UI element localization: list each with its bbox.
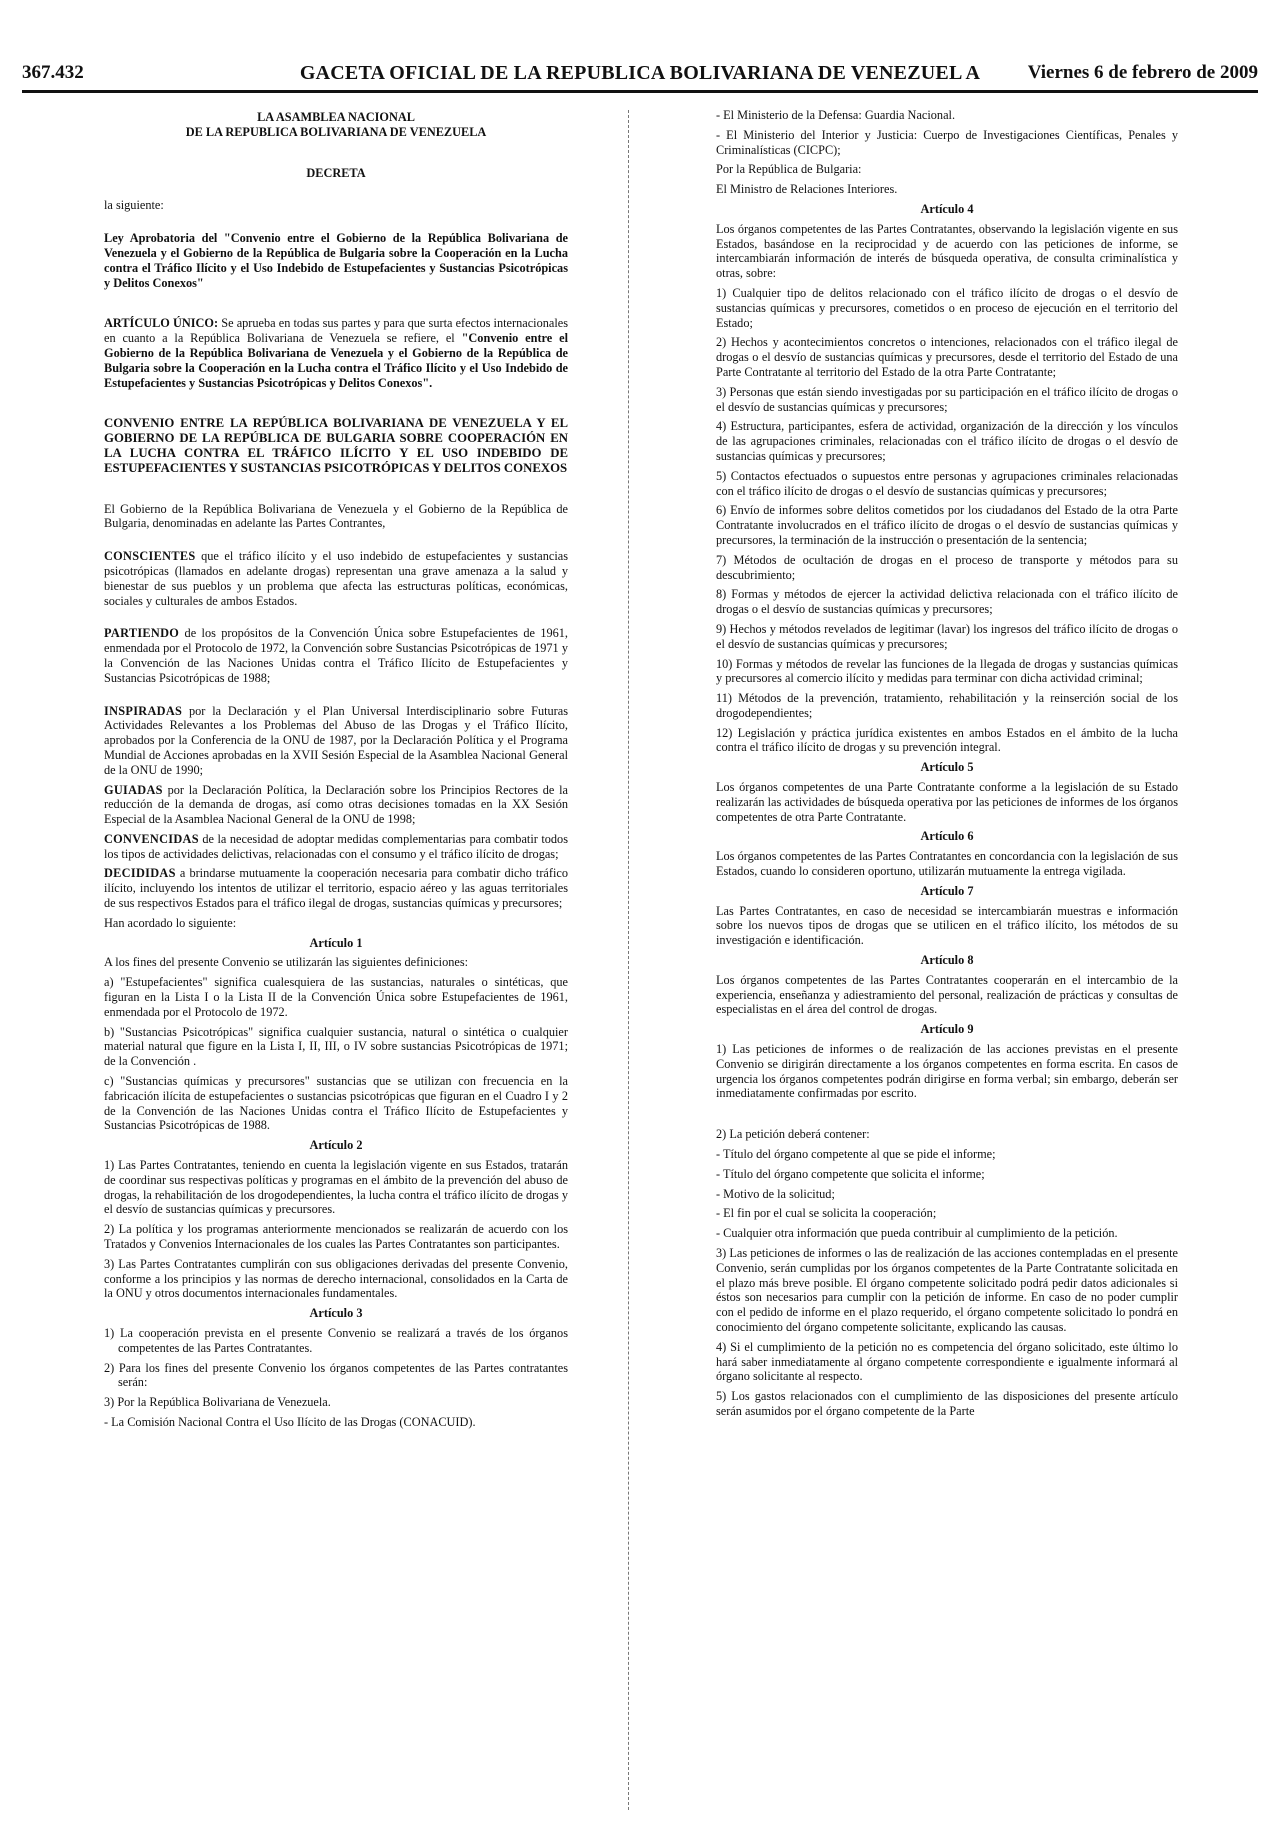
article-4-item-8: 8) Formas y métodos de ejercer la actividad delictiva relacionada con el tráfico ilícito de drogas o el desvío de sustancias químicas y precursores; <box>716 587 1178 617</box>
article-3-heading: Artículo 3 <box>309 1306 363 1321</box>
article-2-item-2: 2) La política y los programas anteriormente mencionados se realizarán de acuerdo con los Tratados y Convenios Internacionales de los cuales las Partes Contratantes son participantes. <box>104 1222 568 1252</box>
article-5-text: Los órganos competentes de una Parte Contratante conforme a la legislación de su Estado realizarán las actividades de búsqueda operativa por las peticiones de informes de los órganos competentes de otra Parte Contratante. <box>716 780 1178 824</box>
article-1-c: c) "Sustancias químicas y precursores" sustancias que se utilizan con frecuencia en la fabricación ilícita de estupefacientes o sustancias psicotrópicas que figuran en el Cuadro I y 2 de la Convención de las Naciones Unidas contra el Tráfico Ilícito de Estupefacientes y Sustancias Psicotrópicas de 1988. <box>104 1074 568 1133</box>
convencidas-paragraph <box>104 832 568 862</box>
article-9-item-2d: - El fin por el cual se solicita la cooperación; <box>716 1206 937 1221</box>
article-4-item-9: 9) Hechos y métodos revelados de legitimar (lavar) los ingresos del tráfico ilícito de drogas o el desvío de sustancias químicas y precursores; <box>716 621 1178 651</box>
article-3-item-3: 3) Por la República Bolivariana de Venezuela. <box>104 1395 331 1410</box>
article-9-item-4: 4) Si el cumplimiento de la petición no es competencia del órgano solicitado, este último lo hará saber inmediatamente al órgano competente correspondiente e igualmente informará al órgano solicitante al respecto. <box>716 1339 1178 1384</box>
convencidas-text: de la necesidad de adoptar medidas complementarias para combatir todos los tipos de actividades delictivas, relacionadas con el consumo y el tráfico ilícito de drogas; <box>104 831 568 861</box>
column-divider <box>628 110 629 1810</box>
article-9-item-5: 5) Los gastos relacionados con el cumplimiento de las disposiciones del presente artículo serán asumidos por el órgano competente de la Parte <box>716 1389 1178 1418</box>
partiendo-paragraph <box>104 626 568 685</box>
partiendo-lead: PARTIENDO <box>104 626 180 641</box>
article-1-intro: A los fines del presente Convenio se utilizarán las siguientes definiciones: <box>104 955 469 970</box>
guiadas-text: por la Declaración Política, la Declaración sobre los Principios Rectores de la reducción de la demanda de drogas, así como otras decisiones tomadas en la XX Sesión Especial de la Asamblea Nacional General de la ONU de 1998; <box>104 782 568 827</box>
article-1-a: a) "Estupefacientes" significa cualesquiera de las sustancias, naturales o sintéticas, que figuran en la Lista I o la Lista II de la Convención Única sobre Estupefacientes de 1961, enmendada por el Protocolo de 1972. <box>104 975 568 1019</box>
conscientes-lead: CONSCIENTES <box>104 549 196 564</box>
conscientes-text: que el tráfico ilícito y el uso indebido de estupefacientes y sustancias psicotrópicas (llamados en adelante drogas) representan una grave amenaza a la salud y bienestar de sus pueblos y un problema que afecta las estructuras políticas, económicas, sociales y culturales de ambos Estados. <box>104 549 568 608</box>
articulo-unico-bold: "Convenio entre el Gobierno de la República Bolivariana de Venezuela y el Gobierno de la República de Bulgaria sobre la Cooperación en la Lucha contra el Tráfico Ilícito y el Uso Indebido de Estupefacientes y Sustancias Psicotrópicas y Delitos Conexos". <box>104 331 568 390</box>
article-1-heading: Artículo 1 <box>309 935 363 950</box>
right-column <box>716 110 1178 1424</box>
bulgaria-label: Por la República de Bulgaria: <box>716 162 862 177</box>
article-4-item-11: 11) Métodos de la prevención, tratamiento, rehabilitación y la reinserción social de los drogodependientes; <box>716 691 1178 720</box>
articulo-unico-lead: ARTÍCULO ÚNICO: <box>104 316 219 331</box>
gazette-header <box>22 62 1258 93</box>
article-4-item-5: 5) Contactos efectuados o supuestos entre personas y agrupaciones criminales relacionadas con el tráfico ilícito de drogas o el desvío de sustancias químicas y precursores; <box>716 468 1178 498</box>
articulo-unico-text: Se aprueba en todas sus partes y para que surta efectos internacionales en cuanto a la República Bolivariana de Venezuela se refiere, el <box>104 316 568 346</box>
inspiradas-lead: INSPIRADAS <box>104 703 183 718</box>
article-6-heading: Artículo 6 <box>920 829 974 844</box>
conscientes-paragraph <box>104 549 568 608</box>
article-9-item-1: 1) Las peticiones de informes o de realización de las acciones previstas en el presente Convenio se dirigirán directamente a los órganos competentes en forma escrita. En casos de urgencia los órganos competentes podrán dirigirse en forma verbal; sin embargo, deberán ser inmediatamente confirmadas por escrito. <box>716 1042 1178 1101</box>
article-4-intro: Los órganos competentes de las Partes Contratantes, observando la legislación vigente en sus Estados, basándose en la reciprocidad y de acuerdo con las peticiones de informe, se intercambiarán información de interés de búsqueda operativa, de consulta criminalística y otras, sobre: <box>716 221 1178 281</box>
article-9-item-2a: - Título del órgano competente al que se pide el informe; <box>716 1147 996 1162</box>
article-2-item-1: 1) Las Partes Contratantes, teniendo en cuenta la legislación vigente en sus Estados, tratarán de coordinar sus respectivas políticas y programas en el ámbito de la prevención del abuso de drogas, la rehabilitación de los drogodependientes, la lucha contra el tráfico ilícito de drogas y el desvío de sustancias químicas y precursores. <box>104 1158 568 1217</box>
article-4-item-2: 2) Hechos y acontecimientos concretos o intenciones, relacionados con el tráfico ilegal de drogas o el desvío de sustancias químicas y precursores, desde el territorio del Estado de una Parte Contratante al territorio del Estado de la otra Parte Contratante; <box>716 335 1178 379</box>
convenio-title: CONVENIO ENTRE LA REPÚBLICA BOLIVARIANA DE VENEZUELA Y EL GOBIERNO DE LA REPÚBLICA DE BULGARIA SOBRE COOPERACIÓN EN LA LUCHA CONTRA EL TRÁFICO ILÍCITO Y EL USO INDEBIDO DE ESTUPEFACIENTES Y SUSTANCIAS PSICOTRÓPICAS Y DELITOS CONEXOS <box>104 416 568 475</box>
la-siguiente: la siguiente: <box>104 198 164 213</box>
left-column <box>104 110 568 1435</box>
decididas-lead: DECIDIDAS <box>104 866 176 881</box>
articulo-unico <box>104 316 568 390</box>
ministry-interior: - El Ministerio del Interior y Justicia: Cuerpo de Investigaciones Científicas, Penales y Criminalísticas (CICPC); <box>716 127 1178 157</box>
article-4-item-1: 1) Cualquier tipo de delitos relacionado con el tráfico ilícito de drogas o el desvío de sustancias químicas y precursores, cometidos o en proceso de ejecución en el territorio del Estado; <box>716 285 1178 330</box>
article-5-heading: Artículo 5 <box>920 760 974 775</box>
article-4-item-3: 3) Personas que están siendo investigadas por su participación en el tráfico ilícito de drogas o el desvío de sustancias químicas y precursores; <box>716 384 1178 414</box>
article-9-heading: Artículo 9 <box>920 1022 974 1037</box>
ley-title: Ley Aprobatoria del "Convenio entre el Gobierno de la República Bolivariana de Venezuela y el Gobierno de la República de Bulgaria sobre la Cooperación en la Lucha contra el Tráfico Ilícito y el Uso Indebido de Estupefacientes y Sustancias Psicotrópicas y Delitos Conexos" <box>104 231 568 290</box>
article-3-conacuid: - La Comisión Nacional Contra el Uso Ilícito de las Drogas (CONACUID). <box>104 1414 476 1429</box>
article-9-item-2: 2) La petición deberá contener: <box>716 1127 870 1142</box>
article-9-item-2b: - Título del órgano competente que solicita el informe; <box>716 1166 985 1181</box>
ministry-interior-relations: El Ministro de Relaciones Interiores. <box>716 182 898 197</box>
article-3-item-1: 1) La cooperación prevista en el presente Convenio se realizará a través de los órganos competentes de las Partes Contratantes. <box>104 1326 568 1355</box>
gazette-title: GACETA OFICIAL DE LA REPUBLICA BOLIVARIANA DE VENEZUEL A <box>299 62 981 84</box>
han-acordado: Han acordado lo siguiente: <box>104 915 237 930</box>
article-4-item-10: 10) Formas y métodos de revelar las funciones de la llegada de drogas y sustancias químicas y precursores al comercio ilícito y medidas para terminar con dicha actividad criminal; <box>716 656 1178 686</box>
article-9-item-2c: - Motivo de la solicitud; <box>716 1186 835 1201</box>
decididas-text: a brindarse mutuamente la cooperación necesaria para combatir dicho tráfico ilícito, incluyendo los intentos de utilizar el territorio, espacio aéreo y las aguas territoriales de sus respectivos Estados para el tráfico ilegal de drogas, sustancias químicas y precursores; <box>104 866 568 911</box>
decididas-paragraph <box>104 866 568 910</box>
article-4-item-12: 12) Legislación y práctica jurídica existentes en ambos Estados en el ámbito de la lucha contra el tráfico ilícito de drogas y su prevención integral. <box>716 725 1178 755</box>
inspiradas-paragraph <box>104 704 568 778</box>
article-6-text: Los órganos competentes de las Partes Contratantes en concordancia con la legislación de sus Estados, cuando lo consideren oportuno, utilizarán mutuamente la entrega vigilada. <box>716 849 1178 879</box>
article-7-text: Las Partes Contratantes, en caso de necesidad se intercambiarán muestras e información sobre los nuevos tipos de drogas que se utilicen en el tráfico ilícito, los métodos de su investigación e identificación. <box>716 903 1178 948</box>
article-4-item-7: 7) Métodos de ocultación de drogas en el proceso de transporte y métodos para su descubrimiento; <box>716 552 1178 582</box>
partiendo-text: de los propósitos de la Convención Única sobre Estupefacientes de 1961, enmendada por el Protocolo de 1972, la Convención sobre Sustancias Psicotrópicas de 1971 y la Convención de las Naciones Unidas contra el Tráfico Ilícito de Estupefacientes y Sustancias Psicotrópicas de 1988; <box>104 626 568 685</box>
article-4-heading: Artículo 4 <box>920 201 974 216</box>
inspiradas-text: por la Declaración y el Plan Universal Interdisciplinario sobre Futuras Actividades Relevantes a los Problemas del Abuso de las Drogas y el Tráfico Ilícito, aprobados por la Conferencia de la ONU de 1987, por la Declaración Política y el Programa Mundial de Acciones aprobadas en la XVII Sesión Especial de la Asamblea Nacional General de la ONU de 1990; <box>104 703 568 777</box>
article-1-b: b) "Sustancias Psicotrópicas" significa cualquier sustancia, natural o sintética o cualquier material natural que figure en la Lista I, II, III, o IV sobre sustancias Psicotrópicas de 1971; de la Convención . <box>104 1024 568 1069</box>
page-number: 367.432 <box>22 62 84 83</box>
assembly-line-1: LA ASAMBLEA NACIONAL <box>257 110 415 124</box>
article-4-item-4: 4) Estructura, participantes, esfera de actividad, organización de la dirección y los vínculos de las agrupaciones criminales, relacionadas con el tráfico ilícito de drogas o el desvío de sustancias químicas y precursores; <box>716 419 1178 463</box>
article-3-item-2: 2) Para los fines del presente Convenio los órganos competentes de las Partes contratantes serán: <box>104 1360 568 1390</box>
article-2-item-3: 3) Las Partes Contratantes cumplirán con sus obligaciones derivadas del presente Convenio, conforme a los principios y las normas de derecho internacional, consolidados en la Carta de la ONU y otros documentos internacionales fundamentales. <box>104 1256 568 1301</box>
gobierno-paragraph: El Gobierno de la República Bolivariana de Venezuela y el Gobierno de la República de Bulgaria, denominadas en adelante las Partes Contrantes, <box>104 501 568 531</box>
issue-date: Viernes 6 de febrero de 2009 <box>1027 62 1258 83</box>
convencidas-lead: CONVENCIDAS <box>104 831 199 846</box>
decreta-heading: DECRETA <box>306 165 366 180</box>
ministry-defense: - El Ministerio de la Defensa: Guardia Nacional. <box>716 108 956 122</box>
article-9-item-3: 3) Las peticiones de informes o las de realización de las acciones contempladas en el presente Convenio, serán cumplidas por los órganos competentes de la Parte Contratante solicitada en el plazo más breve posible. El órgano competente solicitado podrá pedir datos adicionales si éstos son necesarios para cumplir con la petición de informe. En caso de no poder cumplir con el pedido de informe en el plazo requerido, el órgano competente solicitado lo pondrá en conocimiento del órgano competente solicitante, explicando las causas. <box>716 1246 1178 1334</box>
guiadas-paragraph <box>104 783 568 827</box>
guiadas-lead: GUIADAS <box>104 782 163 797</box>
article-8-heading: Artículo 8 <box>920 953 974 968</box>
article-2-heading: Artículo 2 <box>309 1138 363 1153</box>
article-8-text: Los órganos competentes de las Partes Contratantes cooperarán en el intercambio de la experiencia, enseñanza y adiestramiento del personal, realización de prácticas y consultas de especialistas en el área del control de drogas. <box>716 972 1178 1017</box>
article-4-item-6: 6) Envío de informes sobre delitos cometidos por los ciudadanos del Estado de la otra Parte Contratante involucrados en el tráfico ilícito de drogas o el desvío de sustancias químicas y precursores, la terminación de la instrucción o presentación de la sentencia; <box>716 503 1178 547</box>
assembly-line-2: DE LA REPUBLICA BOLIVARIANA DE VENEZUELA <box>185 124 487 139</box>
article-9-item-2e: - Cualquier otra información que pueda contribuir al cumplimiento de la petición. <box>716 1226 1118 1241</box>
article-7-heading: Artículo 7 <box>920 883 974 898</box>
